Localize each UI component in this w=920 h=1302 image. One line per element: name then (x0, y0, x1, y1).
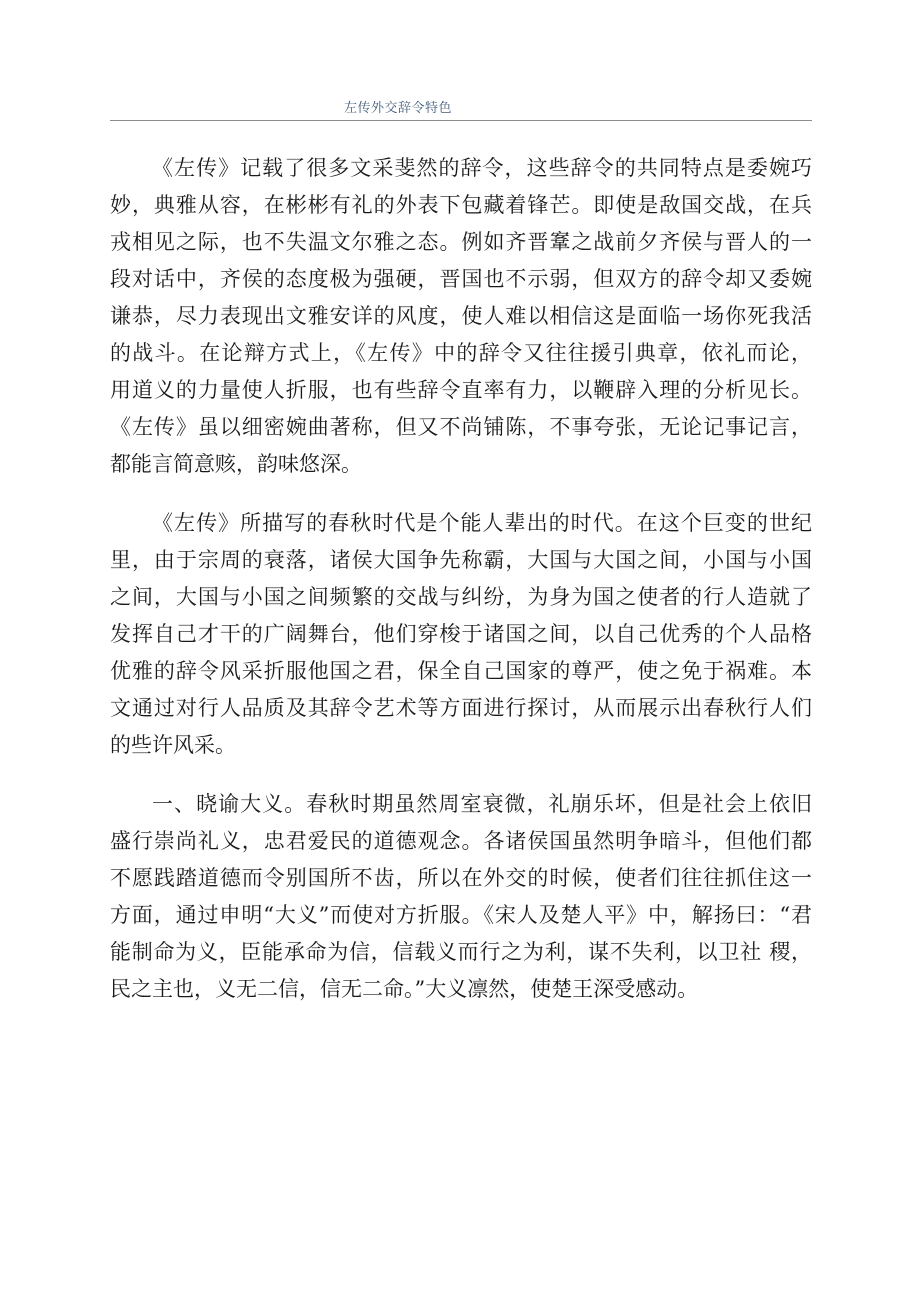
paragraph-line: 谦恭，尽力表现出文雅安详的风度，使人难以相信这是面临一场你死我活 (110, 304, 812, 328)
paragraph-line: 都能言简意赅，韵味悠深。 (110, 452, 362, 476)
paragraph-line: 方面，通过申明“大义”而使对方折服。《宋人及楚人平》中，解扬曰：“君 (110, 903, 812, 927)
paragraph-line: 优雅的辞令风采折服他国之君，保全自己国家的尊严，使之免于祸难。本 (110, 659, 812, 683)
paragraph-line: 文通过对行人品质及其辞令艺术等方面进行探讨，从而展示出春秋行人们 (110, 696, 812, 720)
paragraph-line: 民之主也，义无二信，信无二命。”大义凛然，使楚王深受感动。 (110, 977, 699, 1001)
paragraph-line: 用道义的力量使人折服，也有些辞令直率有力，以鞭辟入理的分析见长。 (110, 378, 812, 402)
header-title: 左传外交辞令特色 (344, 101, 453, 116)
paragraph-1 (110, 150, 812, 483)
paragraph-2 (110, 505, 812, 764)
paragraph-line: 的战斗。在论辩方式上，《左传》中的辞令又往往援引典章，依礼而论， (110, 341, 812, 365)
paragraph-line: 的些许风采。 (110, 733, 236, 757)
paragraph-3 (110, 786, 812, 1008)
paragraph-line: 之间，大国与小国之间频繁的交战与纠纷，为身为国之使者的行人造就了 (110, 585, 812, 609)
paragraph-line: 能制命为义，臣能承命为信，信载义而行之为利，谋不失利，以卫社 稷， (110, 940, 812, 964)
paragraph-line: 里，由于宗周的衰落，诸侯大国争先称霸，大国与大国之间，小国与小国 (110, 548, 812, 572)
document-body (110, 150, 812, 1030)
paragraph-line: 一、晓谕大义。春秋时期虽然周室衰微，礼崩乐坏，但是社会上依旧 (152, 792, 812, 816)
paragraph-line: 不愿践踏道德而令别国所不齿，所以在外交的时候，使者们往往抓住这一 (110, 866, 812, 890)
paragraph-line: 段对话中，齐侯的态度极为强硬，晋国也不示弱，但双方的辞令却又委婉 (110, 267, 812, 291)
page-header (110, 96, 812, 121)
paragraph-line: 《左传》所描写的春秋时代是个能人辈出的时代。在这个巨变的世纪 (152, 511, 812, 535)
paragraph-line: 戎相见之际，也不失温文尔雅之态。例如齐晋鞌之战前夕齐侯与晋人的一 (110, 230, 812, 254)
paragraph-line: 发挥自己才干的广阔舞台，他们穿梭于诸国之间，以自己优秀的个人品格 (110, 622, 812, 646)
paragraph-line: 《左传》记载了很多文采斐然的辞令，这些辞令的共同特点是委婉巧 (152, 156, 812, 180)
paragraph-line: 《左传》虽以细密婉曲著称，但又不尚铺陈，不事夸张，无论记事记言， (110, 415, 812, 439)
paragraph-line: 盛行崇尚礼义，忠君爱民的道德观念。各诸侯国虽然明争暗斗，但他们都 (110, 829, 812, 853)
paragraph-line: 妙，典雅从容，在彬彬有礼的外表下包藏着锋芒。即使是敌国交战，在兵 (110, 193, 812, 217)
